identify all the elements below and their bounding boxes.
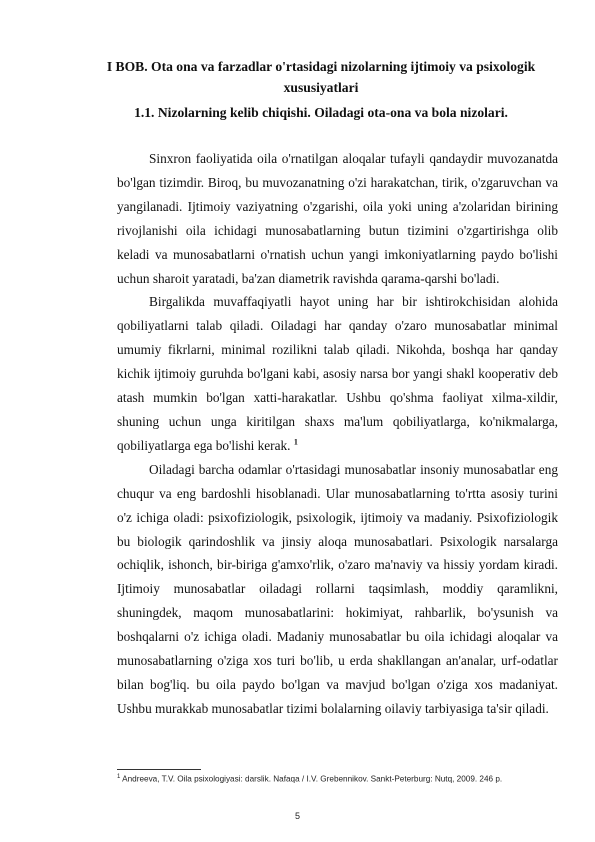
footnote-marker: 1: [117, 774, 121, 780]
footnote-reference[interactable]: 1: [293, 437, 298, 447]
paragraph: Oiladagi barcha odamlar o'rtasidagi munosabatlar insoniy munosabatlar eng chuqur va eng bardoshli hisoblanadi. Ular munosabatlarning to'rtta asosiy turini o'z ichiga oladi: psixofiziologik, psixologik, ijtimoiy va madaniy. Psixofiziologik bu biologik qarindoshlik va jinsiy aloqa munosabatlari. Psixologik narsalarga ochiqlik, ishonch, bir-biriga g'amxo'rlik, o'zaro ma'naviy va hissiy yordam kiradi. Ijtimoiy munosabatlar oiladagi rollarni taqsimlash, moddiy qaramlikni, shuningdek, maqom munosabatlarini: hokimiyat, rahbarlik, bo'ysunish va boshqalarni o'z ichiga oladi. Madaniy munosabatlar bu oila ichidagi aloqalar va munosabatlarning o'ziga xos turi bo'lib, u erda shakllangan an'analar, urf-odatlar bilan bog'liq. bu oila paydo bo'lgan va mavjud bo'lgan o'ziga xos madaniyat. Ushbu murakkab munosabatlar tizimi bolalarning oilaviy tarbiyasiga ta'sir qiladi.: [117, 461, 558, 716]
footnote-text: Andreeva, T.V. Oila psixologiyasi: darslik. Nafaqa / I.V. Grebennikov. Sankt-Peterburg: Nutq, 2009. 246 p.: [122, 774, 503, 784]
paragraph: Sinxron faoliyatida oila o'rnatilgan aloqalar tufayli qandaydir muvozanatda bo'lgan tizimdir. Biroq, bu muvozanatning o'zi harakatchan, tirik, o'zgaruvchan va yangilanadi. Ijtimoiy vaziyatning o'zgarishi, oila yoki uning a'zolaridan birining rivojlanishi oila ichidagi munosabatlarning butun tizimini o'zgartirishga olib keladi va munosabatlarni o'rnatish uchun yangi imkoniyatlarning paydo bo'lishi uchun sharoit yaratadi, ba'zan diametrik ravishda qarama-qarshi bo'ladi.: [117, 151, 558, 286]
footnote: [117, 772, 558, 785]
page-number: 5: [294, 811, 300, 821]
chapter-title: I BOB. Ota ona va farzadlar o'rtasidagi nizolarning ijtimoiy va psixologik xususiyatlari: [106, 59, 536, 95]
section-title: 1.1. Nizolarning kelib chiqishi. Oiladagi ota-ona va bola nizolari.: [134, 105, 508, 120]
paragraph: [117, 290, 558, 457]
paragraph-text: Birgalikda muvaffaqiyatli hayot uning har bir ishtirokchisidan alohida qobiliyatlarni talab qiladi. Oiladagi har qanday o'zaro munosabatlar minimal umumiy fikrlarni, minimal rozilikni talab qiladi. Nikohda, boshqa har qanday kichik ijtimoiy guruhda bo'lgani kabi, asosiy narsa bor yangi shakl kooperativ deb atash mumkin bo'lgan xatti-harakatlar. Ushbu qo'shma faoliyat xilma-xildir, shuning uchun unga kiritilgan shaxs ma'lum qobiliyatlarga, ko'nikmalarga, qobiliyatlarga ega bo'lishi kerak.: [117, 294, 558, 453]
footnote-divider: [117, 769, 201, 770]
body-text: [117, 147, 558, 721]
